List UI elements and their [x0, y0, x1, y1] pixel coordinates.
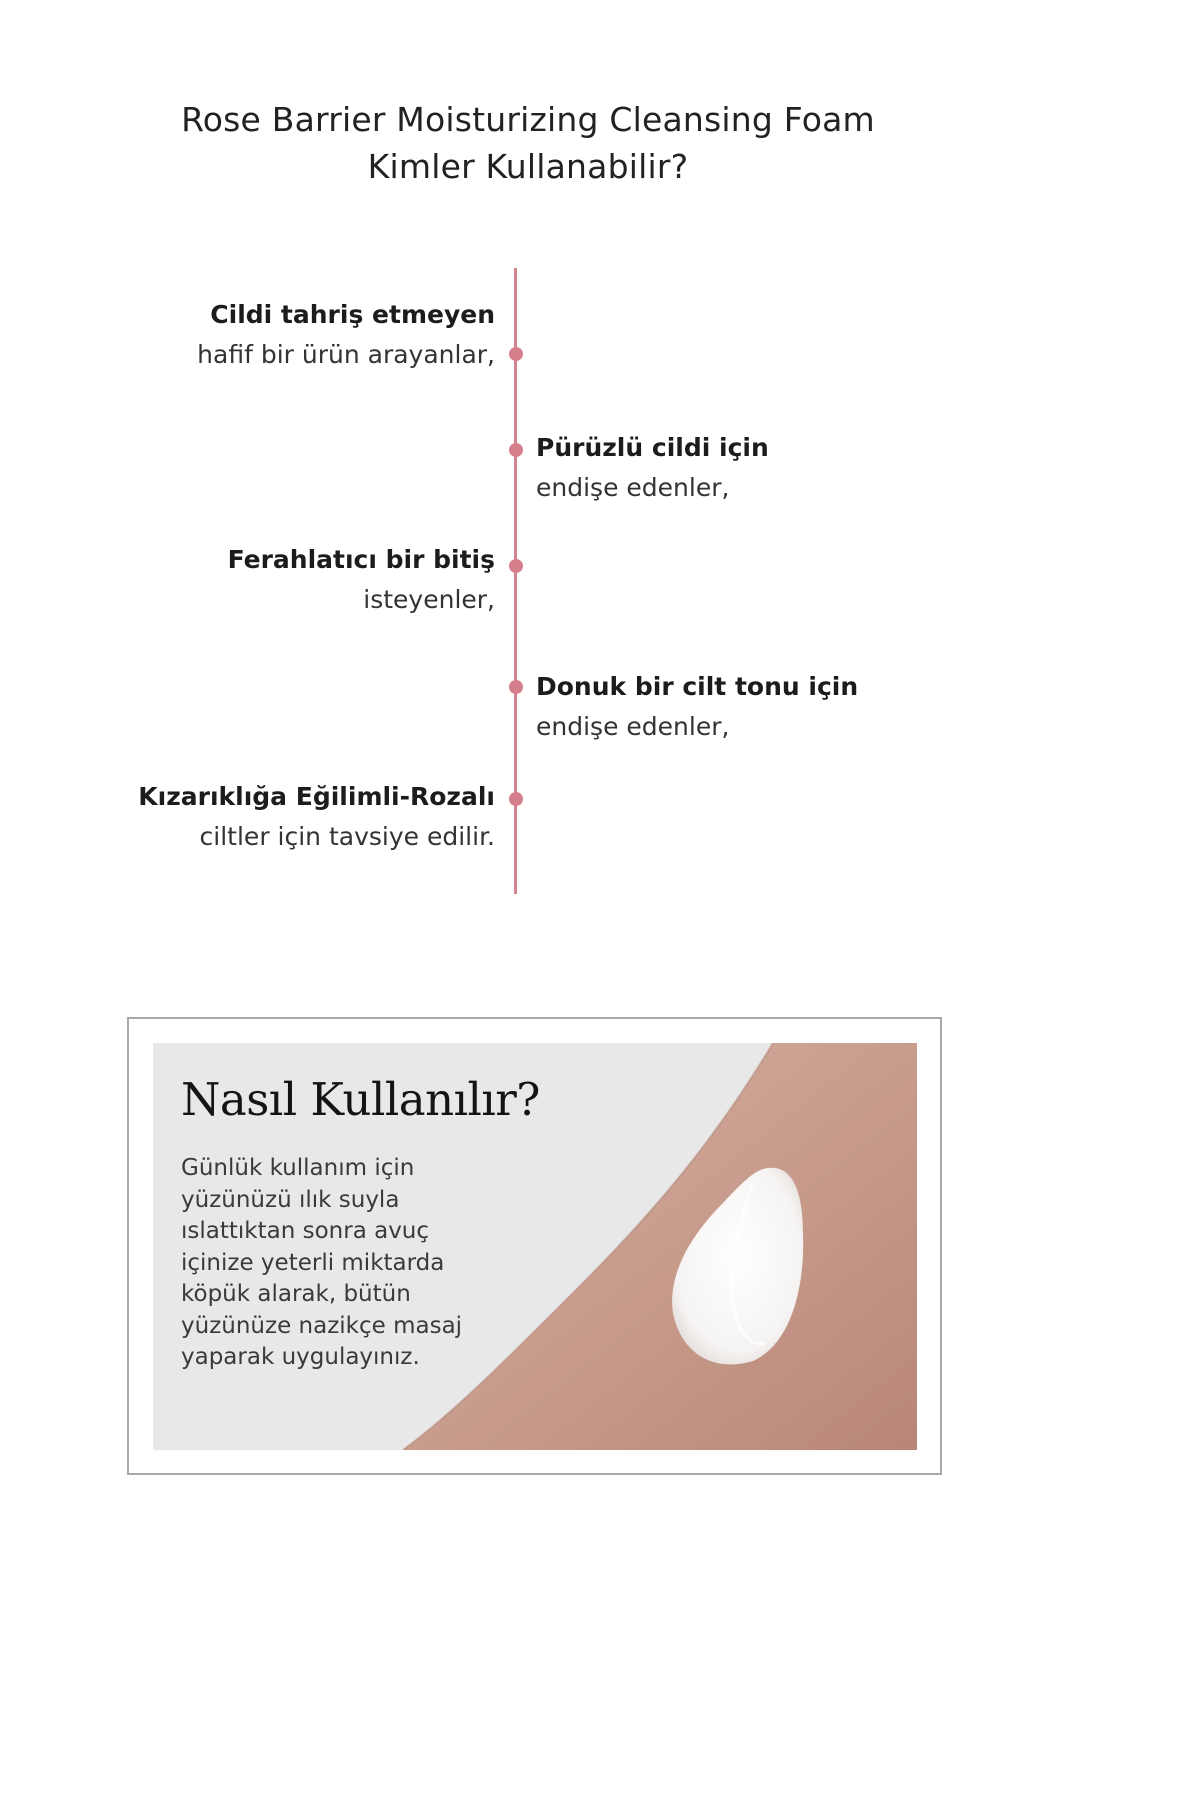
- how-to-use-title: Nasıl Kullanılır?: [181, 1073, 540, 1126]
- timeline-item-heading: Kızarıklığa Eğilimli-Rozalı: [138, 782, 495, 811]
- timeline-item: [536, 428, 769, 508]
- timeline-dot: [509, 559, 523, 573]
- instruction-line: içinize yeterli miktarda: [181, 1249, 445, 1276]
- instruction-line: yüzünüzü ılık suyla: [181, 1186, 400, 1213]
- how-to-use-instructions: [181, 1153, 501, 1374]
- timeline-item: [228, 540, 495, 620]
- timeline-item-heading: Pürüzlü cildi için: [536, 433, 769, 462]
- how-to-use-panel: [153, 1043, 917, 1450]
- title-line-1: Rose Barrier Moisturizing Cleansing Foam: [181, 100, 875, 139]
- instruction-line: ıslattıktan sonra avuç: [181, 1218, 430, 1244]
- timeline-dot: [509, 443, 523, 457]
- timeline-item-heading: Ferahlatıcı bir bitiş: [227, 545, 495, 574]
- timeline-dot: [509, 680, 523, 694]
- timeline-item-text: endişe edenler,: [536, 712, 730, 741]
- instruction-line: yüzünüze nazikçe masaj: [181, 1312, 463, 1339]
- timeline-item-heading: Cildi tahriş etmeyen: [210, 300, 495, 329]
- timeline-item-heading: Donuk bir cilt tonu için: [536, 672, 859, 701]
- instruction-line: yaparak uygulayınız.: [181, 1344, 420, 1370]
- instruction-line: Günlük kullanım için: [181, 1155, 415, 1181]
- timeline-item-text: endişe edenler,: [536, 473, 730, 502]
- instruction-line: köpük alarak, bütün: [181, 1281, 411, 1307]
- timeline-item-text: hafif bir ürün arayanlar,: [197, 340, 495, 369]
- title-line-2: Kimler Kullanabilir?: [367, 147, 689, 186]
- timeline-dot: [509, 792, 523, 806]
- timeline-item: [197, 295, 495, 375]
- timeline-item: [138, 777, 495, 857]
- page-title: [0, 96, 1056, 190]
- timeline-item-text: ciltler için tavsiye edilir.: [199, 822, 495, 851]
- timeline-dot: [509, 347, 523, 361]
- how-to-use-card: [127, 1017, 942, 1475]
- timeline-item: [536, 667, 858, 747]
- timeline-item-text: isteyenler,: [363, 585, 495, 614]
